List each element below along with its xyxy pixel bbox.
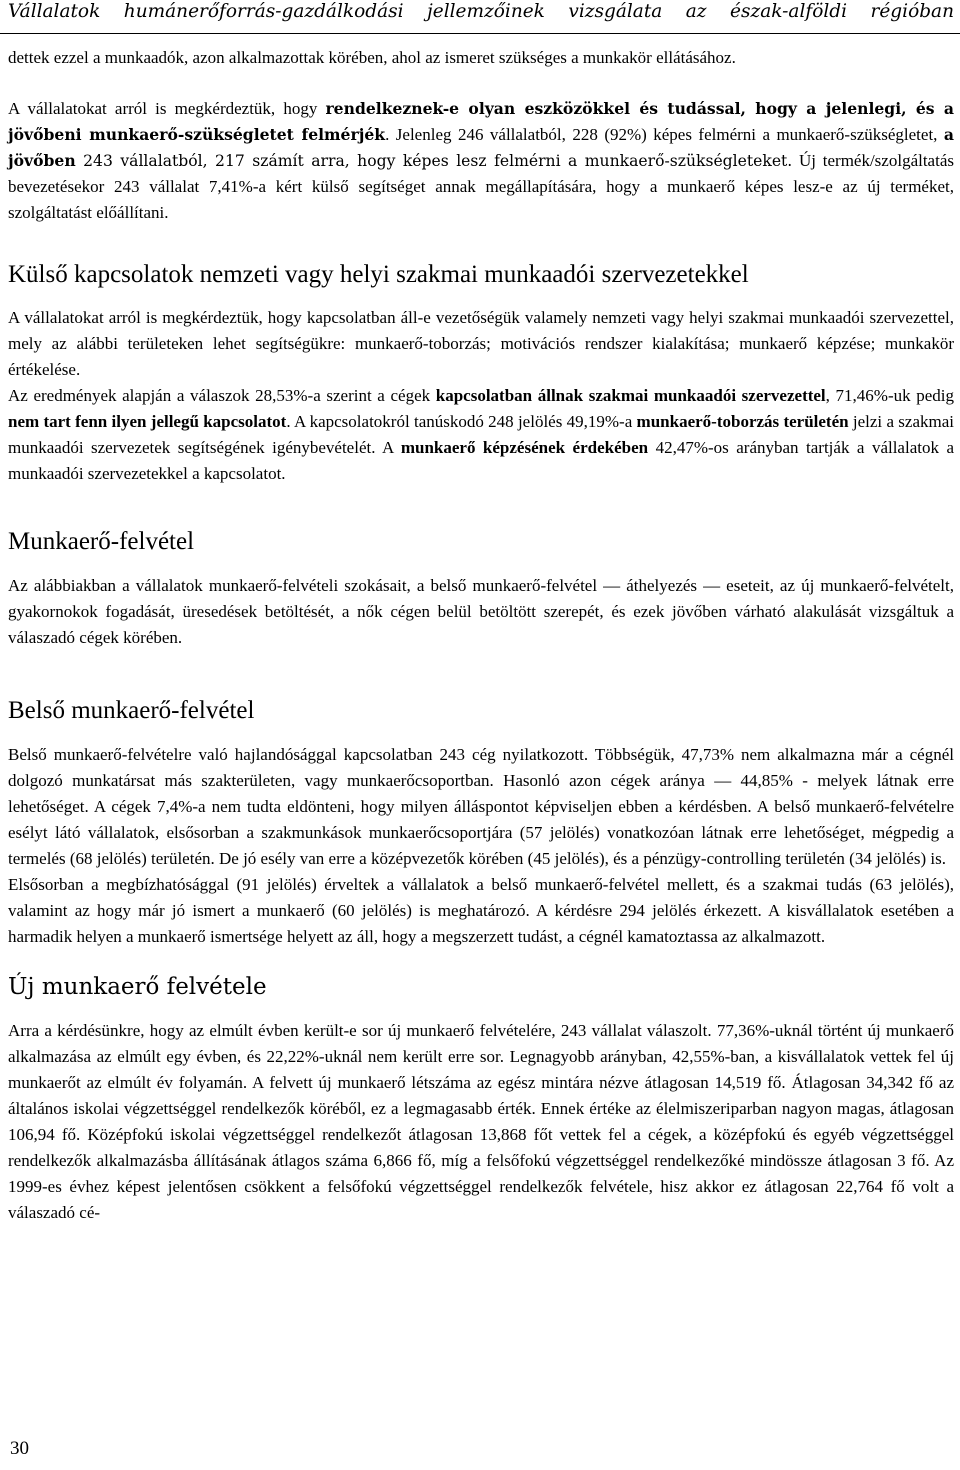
- paragraph-recruitment: Az alábbiakban a vállalatok munkaerő-felvételi szokásait, a belső munkaerő-felvétel ― áthelyezés ― eseteit, az új munkaerő-felvételt, gyakornokok fogadását, üresedések betöltését, a nők cégen belül betöltött szerepét, és ezek jövőben várható alakulását vizsgáltuk a válaszadó cégek körében.: [8, 576, 954, 647]
- text-run: . A kapcsolatokról tanúskodó 248 jelölés 49,19%-a: [286, 412, 637, 431]
- text-run: 42,47%-os arányban tartják a vállalatok a munkaadói szervezetekkel a kapcsolatot.: [8, 438, 954, 483]
- text-run: 243 vállalatból, 217 számít arra, hogy képes lesz felmérni a munkaerő-szükségleteket.: [75, 152, 793, 170]
- emphasis-text: a jövőben: [8, 125, 954, 170]
- emphasis-text: munkaerő-toborzás területén: [636, 412, 849, 431]
- text-run: . Jelenleg 246 vállalatból, 228 (92%) képes felmérni a munkaerő-szükségletet,: [385, 125, 944, 144]
- emphasis-text: munkaerő képzésének érdekében: [400, 438, 649, 457]
- page-number: 30: [10, 1438, 29, 1459]
- section-heading-internal-recruitment: Belső munkaerő-felvétel: [8, 697, 255, 724]
- paragraph-continuation: dettek ezzel a munkaadók, azon alkalmazottak körében, ahol az ismeret szükséges a munkakör ellátásához.: [8, 48, 736, 67]
- section-heading-new-hires: Új munkaerő felvétele: [8, 974, 267, 1000]
- section-heading-recruitment: Munkaerő-felvétel: [8, 528, 195, 555]
- running-header: Vállalatok humánerőforrás-gazdálkodási jellemzőinek vizsgálata az észak-alföldi régióban: [8, 1, 954, 22]
- emphasis-text: rendelkeznek-e olyan eszközökkel és tudással, hogy a jelenlegi, és a jövőbeni munkaerő-szükségletet felmérjék: [8, 99, 955, 144]
- text-run: , 71,46%-uk pedig: [825, 386, 954, 405]
- paragraph-external-2: [8, 383, 954, 487]
- text-run: Új termék/szolgáltatás bevezetésekor 243 vállalat 7,41%-a kért külső segítséget annak megállapítására, hogy a munkaerő képes lesz-e az új terméket, szolgáltatást előállítani.: [8, 151, 954, 222]
- text-run: A vállalatokat arról is megkérdeztük, hogy: [8, 99, 326, 118]
- section-heading-external-relations: Külső kapcsolatok nemzeti vagy helyi szakmai munkaadói szervezetekkel: [8, 261, 749, 288]
- emphasis-text: nem tart fenn ilyen jellegű kapcsolatot: [8, 412, 287, 431]
- text-run: Az eredmények alapján a válaszok 28,53%-a szerint a cégek: [8, 386, 436, 405]
- text-run: jelzi a szakmai munkaadói szervezetek segítségének igénybevételét. A: [8, 412, 954, 457]
- emphasis-text: kapcsolatban állnak szakmai munkaadói szervezettel: [435, 386, 826, 405]
- paragraph-assessment: [8, 96, 954, 226]
- header-rule: [0, 33, 960, 34]
- paragraph-new-hires: Arra a kérdésünkre, hogy az elmúlt évben került-e sor új munkaerő felvételére, 243 vállalat válaszolt. 77,36%-uknál történt új munkaerő alkalmazása az elmúlt egy évben, és 22,22%-uknál nem került erre sor. Legnagyobb arányban, 42,55%-ban, a kisvállalatok vettek fel új munkaerőt az elmúlt év folyamán. A felvett új munkaerő létszáma az egész mintára nézve átlagosan 14,519 fő. Átlagosan 34,342 fő az általános iskolai végzettséggel rendelkezők köréből, ez a legmagasabb érték. Ennek értéke az élelmiszeriparban nagyon magas, átlagosan 106,94 fő. Középfokú iskolai végzettséggel rendelkezőt átlagosan 13,868 főt vettek fel a cégek, a középfokú és egyéb végzettséggel rendelkezők alkalmazásba állításának átlagos száma 6,866 fő, míg a felsőfokú végzettséggel rendelkezőké mindössze átlagosan 3 fő. Az 1999-es évhez képest jelentősen csökkent a felsőfokú végzettséggel rendelkezők felvétele, hisz akkor ez átlagosan 22,764 fő volt a válaszadó cé-: [8, 1021, 954, 1222]
- paragraph-internal-1: Belső munkaerő-felvételre való hajlandósággal kapcsolatban 243 cég nyilatkozott. Többségük, 47,73% nem alkalmazna már a cégnél dolgozó munkatársat más szakterületen, vagy munkaerőcsoportban. Hasonló azon cégek aránya ― 44,85% - melyek látnak erre lehetőséget. A cégek 7,4%-a nem tudta eldönteni, hogy milyen álláspontot képviseljen ebben a kérdésben. A belső munkaerő-felvételre esélyt látó vállalatok, elsősorban a szakmunkások munkaerőcsoportjára (57 jelölés) vonatkozóan látnak erre lehetőséget, mégpedig a termelés (68 jelölés) területén. De jó esély van erre a középvezetők körében (45 jelölés), és a pénzügy-controlling területén (34 jelölés) is.: [8, 745, 954, 868]
- paragraph-internal-2: Elsősorban a megbízhatósággal (91 jelölés) érveltek a vállalatok a belső munkaerő-felvétel mellett, és a szakmai tudás (63 jelölés), valamint az hogy már jó ismert a munkaerő (60 jelölés) is meghatározó. A kérdésre 294 jelölés érkezett. A kisvállalatok esetében a harmadik helyen a munkaerő ismertsége helyett az áll, hogy a megszerzett tudást, a cégnél kamatoztassa az alkalmazott.: [8, 875, 954, 946]
- page-content: [8, 45, 954, 1226]
- paragraph-external-1: A vállalatokat arról is megkérdeztük, hogy kapcsolatban áll-e vezetőségük valamely nemzeti vagy helyi szakmai munkaadói szervezettel, mely az alábbi területeken lehet segítségükre: munkaerő-toborzás; motivációs rendszer kialakítása; munkaerő képzése; munkakör értékelése.: [8, 308, 954, 379]
